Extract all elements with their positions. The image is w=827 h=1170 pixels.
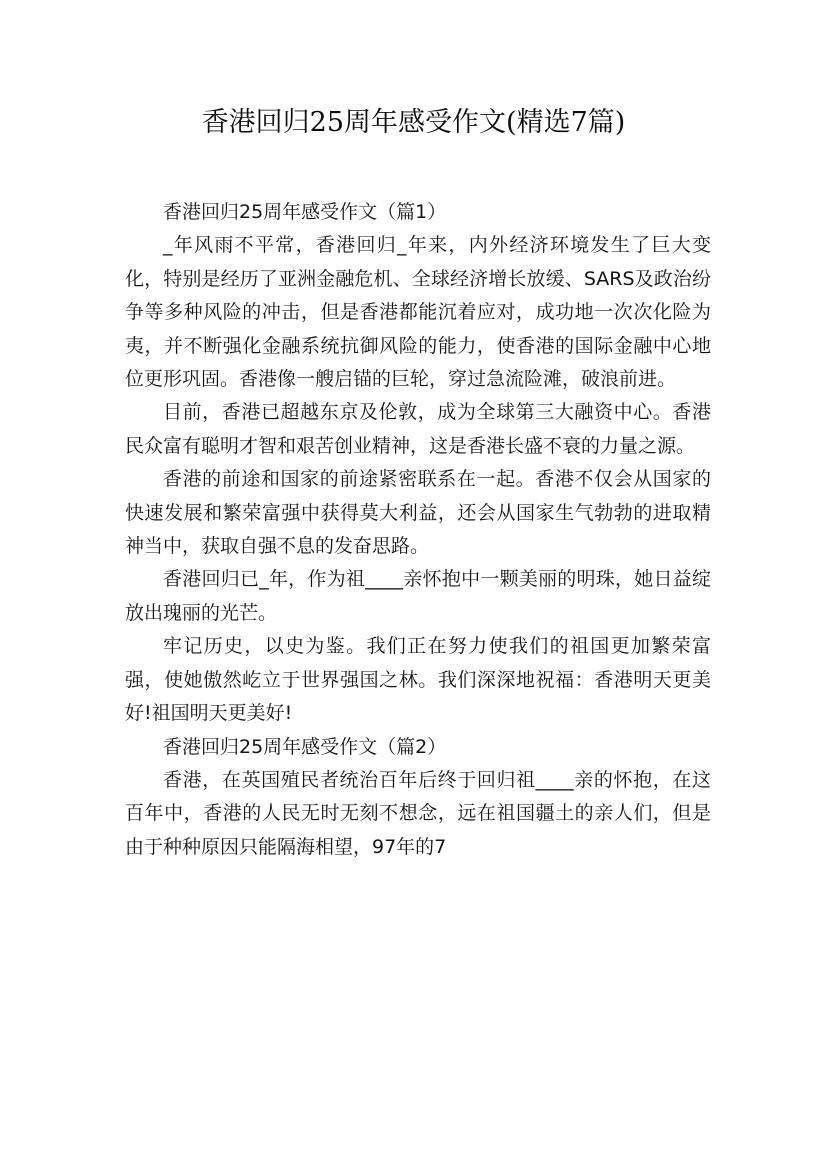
paragraph: 香港，在英国殖民者统治百年后终于回归祖____亲的怀抱，在这百年中，香港的人民无时无刻不想念，远在祖国疆土的亲人们，但是由于种种原因只能隔海相望，97年的7 <box>125 768 711 858</box>
section-heading-1: 香港回归25周年感受作文（篇1） <box>163 201 447 223</box>
paragraph: _年风雨不平常，香港回归_年来，内外经济环境发生了巨大变化，特别是经历了亚洲金融危机、全球经济增长放缓、SARS及政治纷争等多种风险的冲击，但是香港都能沉着应对，成功地一次次化险为夷，并不断强化金融系统抗御风险的能力，使香港的国际金融中心地位更形巩固。香港像一艘启锚的巨轮，穿过急流险滩，破浪前进。 <box>125 234 711 391</box>
paragraph: 香港的前途和国家的前途紧密联系在一起。香港不仅会从国家的快速发展和繁荣富强中获得莫大利益，还会从国家生气勃勃的进取精神当中，获取自强不息的发奋思路。 <box>125 468 711 558</box>
paragraph: 目前，香港已超越东京及伦敦，成为全球第三大融资中心。香港民众富有聪明才智和艰苦创业精神，这是香港长盛不衰的力量之源。 <box>125 401 711 457</box>
paragraph: 香港回归已_年，作为祖____亲怀抱中一颗美丽的明珠，她日益绽放出瑰丽的光芒。 <box>125 568 711 624</box>
paragraph: 牢记历史，以史为鉴。我们正在努力使我们的祖国更加繁荣富强，使她傲然屹立于世界强国之林。我们深深地祝福：香港明天更美好!祖国明天更美好! <box>125 635 711 725</box>
document-body <box>125 196 711 864</box>
section-heading-2: 香港回归25周年感受作文（篇2） <box>163 735 447 758</box>
document-title: 香港回归25周年感受作文(精选7篇) <box>201 107 626 138</box>
